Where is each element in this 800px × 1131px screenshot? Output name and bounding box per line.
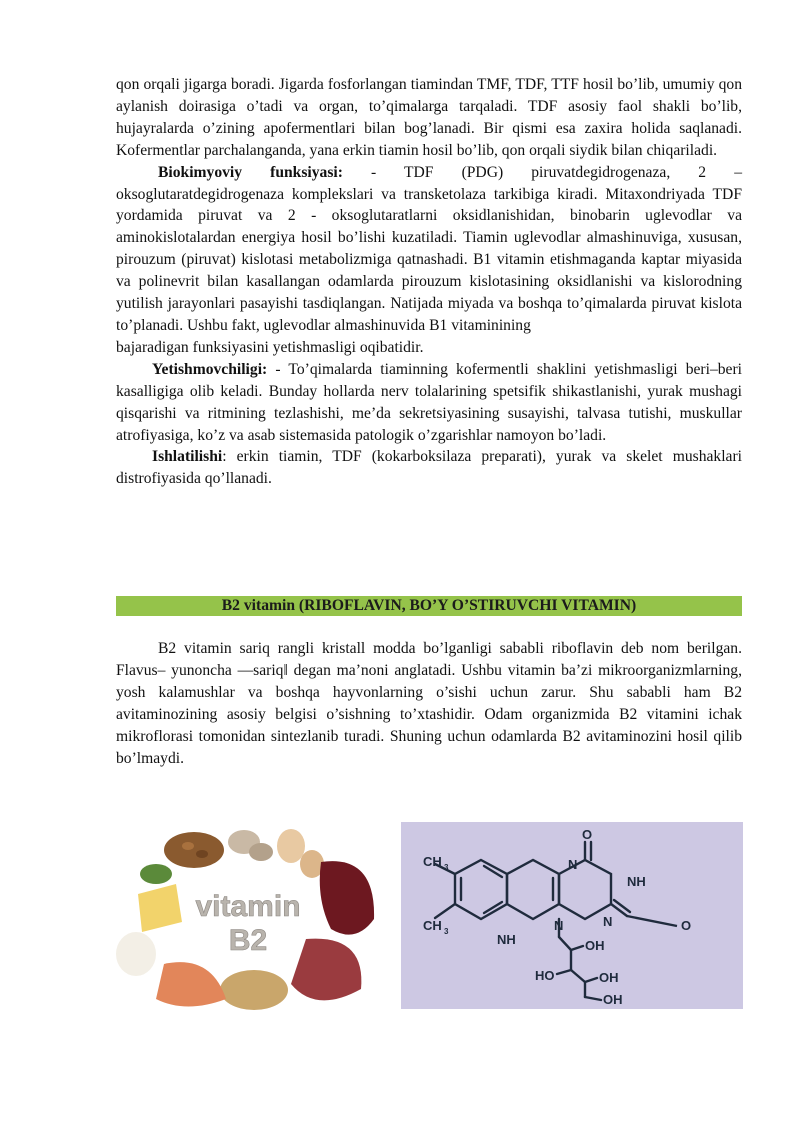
section-heading-b2: B2 vitamin (RIBOFLAVIN, BO’Y O’STIRUVCHI VITAMIN)	[116, 596, 742, 616]
nh-left-label: NH	[497, 932, 516, 947]
pyrazine-ring	[507, 860, 559, 919]
benzene-ring	[455, 860, 507, 919]
egg-icon	[277, 829, 305, 863]
usage-label: Ishlatilishi	[152, 448, 223, 466]
paragraph-biochemical-function	[116, 162, 742, 337]
paragraph-deficiency	[116, 359, 742, 447]
riboflavin-structure-image	[401, 822, 743, 1009]
n-ring-label: N	[554, 918, 564, 933]
paragraph-thiamine-transport: qon orqali jigarga boradi. Jigarda fosforlangan tiamindan TMF, TDF, TTF hosil bo’lib, umumiy qon aylanish doirasiga o’tadi va organ, to’qimalarga tarqaladi. TDF asosiy faol shakli bo’lib, hujayralarda o’zining apofermentlari bilan bog’lanadi. Bir qismi esa zaxira holida saqlanadi. Kofermentlar parchalanganda, yana erkin tiamin hosil bo’lib, qon orqali siydik bilan chiqariladi.	[116, 76, 742, 159]
paragraph-usage	[116, 446, 742, 490]
o-right-label: O	[681, 918, 692, 933]
greens-icon	[140, 864, 172, 884]
n-top-label: N	[568, 857, 578, 872]
nuts-icon	[164, 832, 224, 868]
beans-icon	[220, 970, 288, 1010]
salmon-icon	[156, 962, 226, 1006]
n-mid-label: N	[603, 914, 613, 929]
o-top-label: O	[582, 827, 593, 842]
biochemical-function-text: - TDF (PDG) piruvatdegidrogenaza, 2 – oksoglutaratdegidrogenaza komplekslari va transketolaza tarkibiga kiradi. Mitaxondriyada TDF yordamida piruvat va 2 - oksoglutaratlarni oksidlanishidan, binobarin uglevodlar va aminokislotalardan energiya hosil bo’lishi kuzatiladi. Tiamin uglevodlar almashinuviga, xususan, pirouzum (piruvat) kislotasi metabolizmiga qatnashadi. B1 vitamin etishmaganda kaptar miyasida va polinevrit bilan kasallangan odamlarda pirouzum kislotasining oksidlanishi va kislorodning yutilish jarayonlari pasayishi tasdiqlangan. Natijada miyada va boshqa to’qimalarda piruvat kislota to’planadi. Ushbu fakt, uglevodlar almashinuvida B1 vitaminining	[116, 163, 742, 334]
milk-icon	[116, 932, 156, 976]
riboflavin-structure-diagram	[401, 822, 743, 1009]
usage-text: : erkin tiamin, TDF (kokarboksilaza preparati), yurak va skelet mushaklari distrofiyasida qo’llanadi.	[116, 448, 742, 488]
ch3-bottom-subscript: 3	[444, 927, 449, 936]
body-text	[116, 74, 742, 490]
foods-illustration	[116, 824, 381, 1014]
ho-label: HO	[535, 968, 555, 983]
ch3-top-label: CH	[423, 854, 442, 869]
pyrimidine-ring	[559, 860, 611, 919]
b2-title: B2	[228, 924, 268, 957]
vitamin-b2-foods-image	[116, 824, 381, 1014]
section-b2-text	[116, 638, 742, 769]
liver-icon	[320, 861, 374, 935]
oh-label-3: OH	[603, 992, 623, 1007]
paragraph-biochemical-function-tail: bajaradigan funksiyasini yetishmasligi oqibatidir.	[116, 338, 424, 356]
ch3-top-subscript: 3	[444, 863, 449, 872]
ch3-bottom-label: CH	[423, 918, 442, 933]
oh-label-2: OH	[599, 970, 619, 985]
cheese-icon	[138, 884, 182, 932]
biochemical-function-label: Biokimyoviy funksiyasi:	[158, 163, 343, 181]
oh-label-1: OH	[585, 938, 605, 953]
beef-icon	[291, 939, 361, 1001]
deficiency-label: Yetishmovchiligi:	[152, 360, 268, 378]
vitamin-title: vitamin	[195, 890, 301, 923]
nh-right-label: NH	[627, 874, 646, 889]
paragraph-riboflavin: B2 vitamin sariq rangli kristall modda bo’lganligi sababli riboflavin deb nom berilgan. Flavus– yunoncha ―sariq‖ degan ma’noni anglatadi. Ushbu vitamin ba’zi mikroorganizmlarning, yosh kalamushlar va boshqa hayvonlarning o’sishi uchun zarur. Shu sababli ham B2 avitaminozining asosiy belgisi o’sishning to’xtashidir. Odam organizmida B2 vitamini ichak mikroflorasi tomonidan sintezlanib turadi. Shuning uchun odamlarda B2 avitaminozini hosil qilib bo’lmaydi.	[116, 640, 742, 767]
deficiency-text: - To’qimalarda tiaminning kofermentli shaklini yetishmasligi beri–beri kasalligiga olib keladi. Bunday hollarda nerv tolalarining spetsifik shikastlanishi, yurak mushagi qisqarishi va ritmining tezlashishi, me’da sekretsiyasining susayishi, talvasa tutishi, muskullar atrofiyasiga, ko’z va asab sistemasida patologik o’zgarishlar namoyon bo’ladi.	[116, 360, 742, 444]
